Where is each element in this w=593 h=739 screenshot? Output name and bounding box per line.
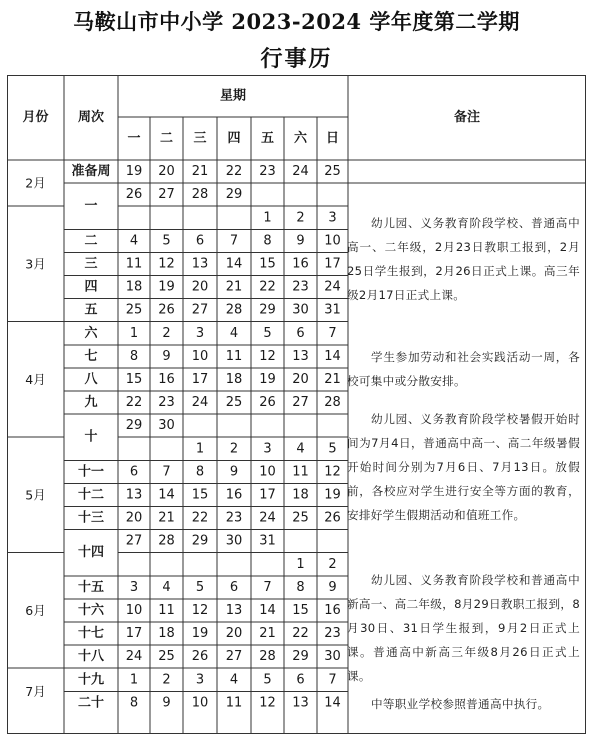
day-cell: 13 [125,487,143,503]
day-cell: 6 [229,579,239,595]
day-cell: 21 [225,279,243,295]
day-cell: 10 [324,233,341,249]
day-cell: 10 [191,348,209,364]
day-cell: 22 [225,164,243,180]
day-cell: 14 [225,256,243,272]
header-day: 一 [127,131,141,146]
day-cell: 23 [259,164,276,180]
day-cell: 22 [125,395,143,411]
week-label: 七 [84,348,98,364]
header-day: 日 [325,131,340,146]
day-cell: 16 [158,371,175,387]
day-cell: 3 [328,210,337,226]
day-cell: 14 [158,487,175,503]
day-cell: 3 [195,672,205,688]
week-label: 十七 [77,626,105,642]
day-cell: 25 [158,649,175,665]
note-5: 中等职业学校参照普通高中执行。 [371,697,550,711]
header-day: 五 [260,131,275,146]
day-cell: 3 [129,579,139,595]
day-cell: 5 [263,672,272,688]
day-cell: 19 [324,487,341,503]
day-cell: 11 [225,348,243,364]
day-cell: 2 [229,441,239,457]
day-cell: 27 [292,395,309,411]
day-cell: 8 [195,464,205,480]
day-cell: 21 [158,510,175,526]
day-cell: 26 [158,302,175,318]
day-cell: 26 [125,187,143,203]
day-cell: 31 [259,533,276,549]
note-2: 学生参加劳动和社会实践活动一周，各校可集中或分散安排。 [347,350,580,388]
week-label: 五 [84,302,98,318]
day-cell: 23 [324,626,341,642]
week-label: 十六 [77,602,105,618]
day-cell: 8 [129,695,139,711]
day-cell: 11 [158,602,175,618]
day-cell: 1 [296,556,305,572]
day-cell: 29 [292,649,309,665]
week-label: 十八 [77,649,105,665]
day-cell: 17 [324,256,341,272]
day-cell: 1 [263,210,272,226]
header-day: 三 [193,131,207,146]
day-cell: 20 [125,510,143,526]
day-cell: 26 [259,395,276,411]
day-cell: 13 [191,256,209,272]
header-day: 四 [227,131,241,146]
day-cell: 7 [328,672,337,688]
day-cell: 4 [229,672,239,688]
day-cell: 15 [292,602,309,618]
day-cell: 29 [125,418,143,434]
day-cell: 6 [296,672,305,688]
day-cell: 17 [259,487,276,503]
note-4: 幼儿园、义务教育阶段学校和普通高中新高一、高二年级，8月29日教职工报到，8月30日、31日学生报到，9月2日正式上课。普通高中新高三年级8月26日正式上课。 [347,573,580,683]
note-1: 幼儿园、义务教育阶段学校、普通高中高一、二年级，2月23日教职工报到，2月25日学生报到，2月26日正式上课。高三年级2月17日正式上课。 [347,216,580,302]
day-cell: 5 [162,233,171,249]
day-cell: 27 [191,302,209,318]
day-cell: 12 [259,695,276,711]
day-cell: 4 [296,441,305,457]
day-cell: 28 [158,533,175,549]
day-cell: 30 [292,302,309,318]
day-cell: 1 [129,672,139,688]
day-cell: 30 [225,533,243,549]
day-cell: 18 [125,279,143,295]
day-cell: 21 [324,371,341,387]
day-cell: 9 [162,695,171,711]
day-cell: 12 [259,348,276,364]
day-cell: 12 [324,464,341,480]
day-cell: 15 [259,256,276,272]
month-label: 2月 [25,175,46,191]
day-cell: 18 [158,626,175,642]
day-cell: 29 [191,533,209,549]
day-cell: 6 [296,325,305,341]
day-cell: 24 [324,279,341,295]
day-cell: 20 [191,279,209,295]
month-label: 3月 [25,256,46,272]
day-cell: 10 [125,602,143,618]
day-cell: 25 [324,164,341,180]
week-label: 十一 [77,464,105,480]
day-cell: 20 [292,371,309,387]
day-cell: 16 [225,487,243,503]
day-cell: 8 [129,348,139,364]
day-cell: 18 [225,371,243,387]
day-cell: 20 [158,164,175,180]
day-cell: 29 [225,187,243,203]
day-cell: 25 [292,510,309,526]
day-cell: 5 [263,325,272,341]
day-cell: 2 [162,672,171,688]
day-cell: 3 [263,441,272,457]
day-cell: 12 [191,602,209,618]
week-label: 十 [84,429,98,445]
week-label: 四 [84,279,98,295]
day-cell: 21 [191,164,209,180]
day-cell: 24 [125,649,143,665]
page-title: 马鞍山市中小学 2023-2024 学年度第二学期 [73,9,520,34]
day-cell: 7 [263,579,272,595]
day-cell: 20 [225,626,243,642]
day-cell: 4 [162,579,171,595]
day-cell: 13 [225,602,243,618]
week-label: 十二 [77,487,105,503]
day-cell: 11 [125,256,143,272]
header-day: 二 [159,131,174,146]
day-cell: 19 [259,371,276,387]
week-label: 十三 [77,510,105,526]
day-cell: 15 [125,371,143,387]
day-cell: 8 [296,579,305,595]
day-cell: 13 [292,695,309,711]
day-cell: 11 [292,464,309,480]
day-cell: 27 [158,187,175,203]
day-cell: 30 [324,649,341,665]
day-cell: 15 [191,487,209,503]
day-cell: 19 [125,164,143,180]
day-cell: 28 [259,649,276,665]
day-cell: 27 [125,533,143,549]
week-label: 八 [84,371,98,387]
day-cell: 16 [324,602,341,618]
day-cell: 24 [292,164,309,180]
day-cell: 17 [125,626,143,642]
day-cell: 27 [225,649,243,665]
day-cell: 26 [191,649,209,665]
month-label: 4月 [25,371,46,387]
day-cell: 25 [125,302,143,318]
day-cell: 21 [259,626,276,642]
header-notes: 备注 [453,110,481,125]
day-cell: 2 [296,210,305,226]
day-cell: 19 [158,279,175,295]
day-cell: 28 [225,302,243,318]
page-subtitle: 行事历 [260,46,333,72]
day-cell: 17 [191,371,209,387]
week-label: 十四 [77,545,105,561]
day-cell: 14 [324,695,341,711]
day-cell: 23 [225,510,243,526]
note-3: 幼儿园、义务教育阶段学校暑假开始时间为7月4日，普通高中高一、高二年级暑假开始时间分别为7月6日、7月13日。放假前，各校应对学生进行安全等方面的教育，安排好学生假期活动和值班工作。 [347,412,580,522]
day-cell: 14 [259,602,276,618]
day-cell: 23 [292,279,309,295]
day-cell: 11 [225,695,243,711]
day-cell: 7 [162,464,171,480]
day-cell: 30 [158,418,175,434]
day-cell: 10 [259,464,276,480]
day-cell: 6 [195,233,205,249]
day-cell: 1 [129,325,139,341]
day-cell: 29 [259,302,276,318]
day-cell: 9 [296,233,305,249]
day-cell: 1 [195,441,205,457]
month-label: 7月 [25,683,46,699]
day-cell: 9 [328,579,337,595]
day-cell: 2 [162,325,171,341]
week-label: 三 [84,256,98,272]
day-cell: 14 [324,348,341,364]
week-label: 六 [84,325,98,341]
day-cell: 5 [328,441,337,457]
day-cell: 7 [328,325,337,341]
day-cell: 23 [158,395,175,411]
day-cell: 9 [229,464,239,480]
day-cell: 22 [292,626,309,642]
day-cell: 2 [328,556,337,572]
header-week: 周次 [77,110,105,125]
day-cell: 25 [225,395,243,411]
day-cell: 26 [324,510,341,526]
day-cell: 24 [191,395,209,411]
day-cell: 28 [324,395,341,411]
week-label: 准备周 [71,164,111,180]
day-cell: 10 [191,695,209,711]
header-month: 月份 [22,110,49,125]
week-label: 一 [84,198,98,214]
day-cell: 13 [292,348,309,364]
day-cell: 6 [129,464,139,480]
day-cell: 3 [195,325,205,341]
week-label: 二十 [77,695,105,711]
day-cell: 19 [191,626,209,642]
month-label: 6月 [25,602,46,618]
week-label: 十五 [77,579,105,595]
header-weekday-group: 星期 [219,88,247,104]
day-cell: 4 [129,233,139,249]
day-cell: 5 [195,579,205,595]
day-cell: 8 [263,233,272,249]
day-cell: 28 [191,187,209,203]
day-cell: 18 [292,487,309,503]
week-label: 九 [84,395,98,411]
month-label: 5月 [25,487,46,503]
day-cell: 9 [162,348,171,364]
day-cell: 4 [229,325,239,341]
week-label: 二 [84,233,98,249]
day-cell: 31 [324,302,341,318]
header-day: 六 [293,131,308,146]
day-cell: 24 [259,510,276,526]
day-cell: 7 [229,233,239,249]
day-cell: 22 [259,279,276,295]
day-cell: 12 [158,256,175,272]
day-cell: 22 [191,510,209,526]
day-cell: 16 [292,256,309,272]
week-label: 十九 [77,672,105,688]
